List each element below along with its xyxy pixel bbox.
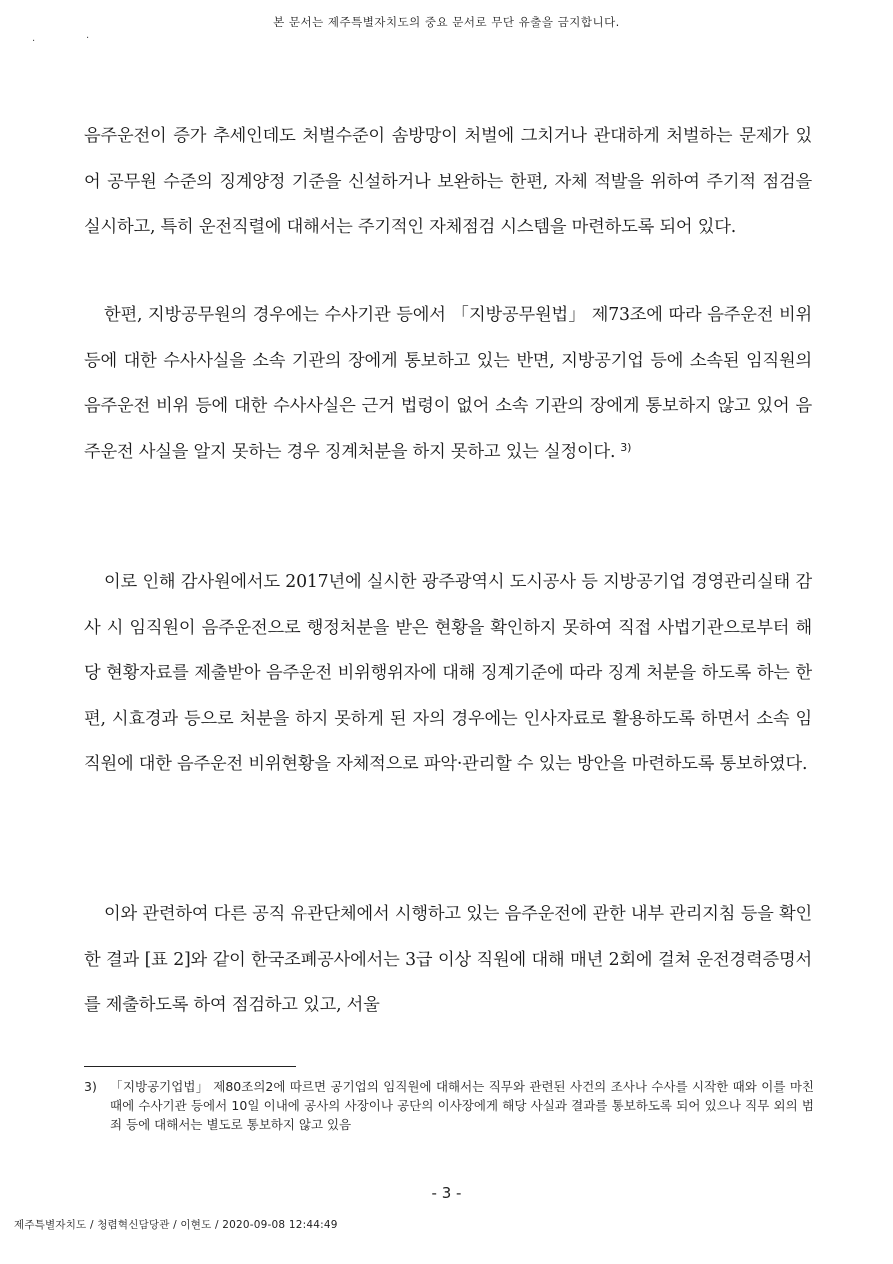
body-paragraph-2 (84, 293, 812, 476)
footnote-text: 「지방공기업법」 제80조의2에 따르면 공기업의 임직원에 대해서는 직무와 관련된 사건의 조사나 수사를 시작한 때와 이를 마친 때에 수사기관 등에서 10일 이내에 공사의 사장이나 공단의 이사장에게 해당 사실과 결과를 통보하도록 되어 있으나 직무 외의 범죄 등에 대해서는 별도로 통보하지 않고 있음 (110, 1079, 814, 1132)
scan-mark-dot: · (86, 33, 90, 44)
footnote-reference: 3) (620, 440, 632, 454)
paragraph-text: 한편, 지방공무원의 경우에는 수사기관 등에서 「지방공무원법」 제73조에 따라 음주운전 비위 등에 대한 수사사실을 소속 기관의 장에게 통보하고 있는 반면, 지방공기업 등에 소속된 임직원의 음주운전 비위 등에 대한 수사사실은 근거 법령이 없어 소속 기관의 장에게 통보하지 않고 있어 음주운전 사실을 알지 못하는 경우 징계처분을 하지 못하고 있는 실정이다. (84, 305, 812, 462)
paragraph-text: 음주운전이 증가 추세인데도 처벌수준이 솜방망이 처벌에 그치거나 관대하게 처벌하는 문제가 있어 공무원 수준의 징계양정 기준을 신설하거나 보완하는 한편, 자체 적발을 위하여 주기적 점검을 실시하고, 특히 운전직렬에 대해서는 주기적인 자체점검 시스템을 마련하도록 되어 있다. (84, 126, 812, 237)
paragraph-text: 이와 관련하여 다른 공직 유관단체에서 시행하고 있는 음주운전에 관한 내부 관리지침 등을 확인한 결과 [표 2]와 같이 한국조폐공사에서는 3급 이상 직원에 대해 매년 2회에 걸쳐 운전경력증명서를 제출하도록 하여 점검하고 있고, 서울 (84, 904, 812, 1015)
confidentiality-notice: 본 문서는 제주특별자치도의 중요 문서로 무단 유출을 금지합니다. (273, 15, 620, 29)
body-paragraph-1 (84, 114, 812, 251)
footnote-number: 3) (84, 1079, 97, 1094)
body-paragraph-3 (84, 560, 812, 788)
page-number: - 3 - (431, 1184, 462, 1202)
footnote (84, 1077, 814, 1134)
paragraph-text: 이로 인해 감사원에서도 2017년에 실시한 광주광역시 도시공사 등 지방공기업 경영관리실태 감사 시 임직원이 음주운전으로 행정처분을 받은 현황을 확인하지 못하여 직접 사법기관으로부터 해당 현황자료를 제출받아 음주운전 비위행위자에 대해 징계기준에 따라 징계 처분을 하도록 하는 한편, 시효경과 등으로 처분을 하지 못하게 된 자의 경우에는 인사자료로 활용하도록 하면서 소속 임직원에 대한 음주운전 비위현황을 자체적으로 파악·관리할 수 있는 방안을 마련하도록 통보하였다. (84, 572, 812, 774)
document-stamp: 제주특별자치도 / 청렴혁신담당관 / 이현도 / 2020-09-08 12:44:49 (14, 1219, 338, 1231)
footnote-divider (84, 1066, 296, 1067)
scan-mark-dot: · (32, 36, 36, 47)
body-paragraph-4 (84, 892, 812, 1029)
